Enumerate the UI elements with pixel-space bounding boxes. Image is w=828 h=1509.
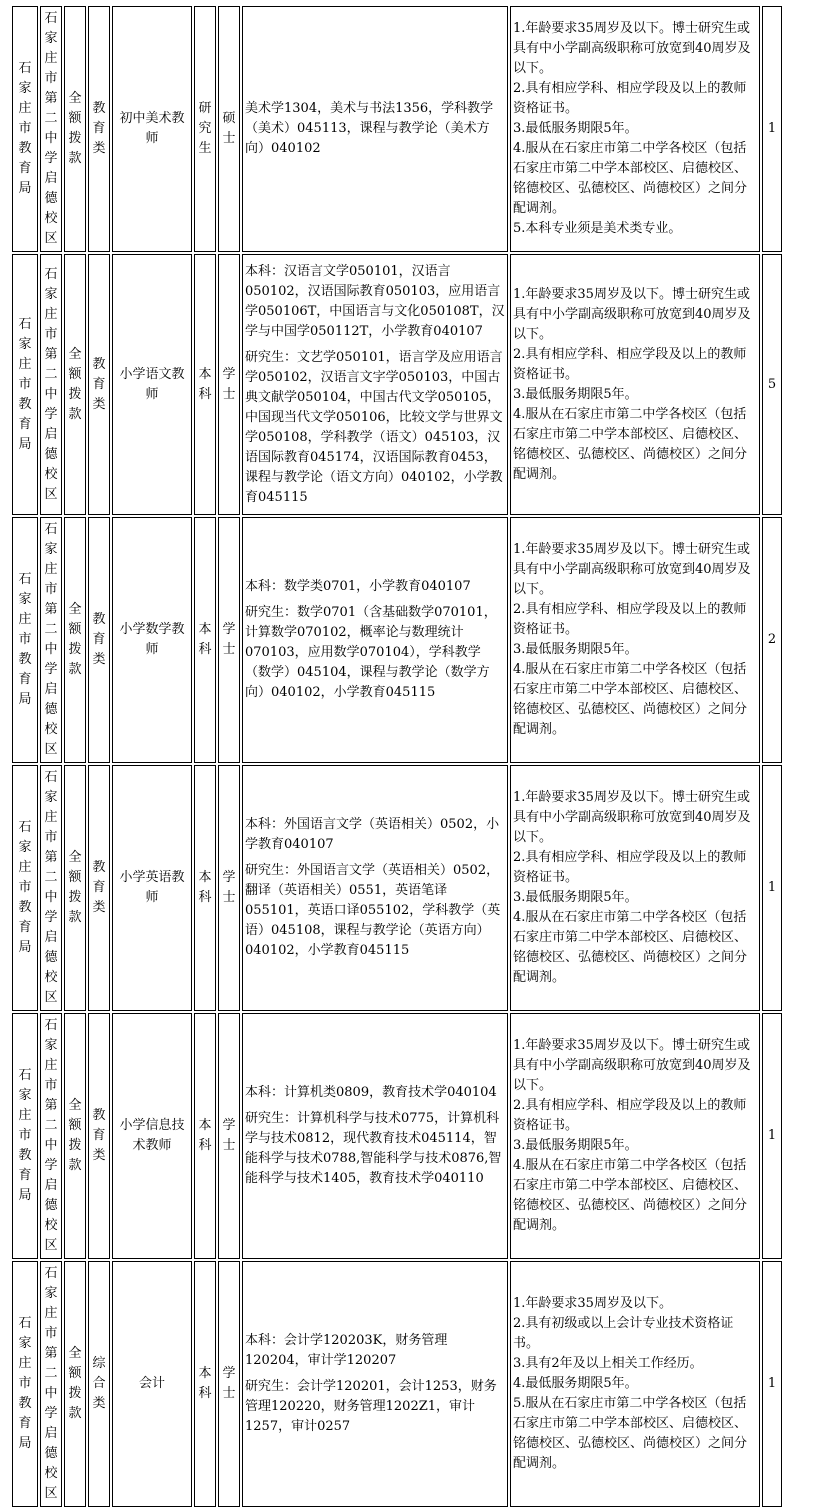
funding-cell: 全额拨款 [64,1013,86,1259]
conditions-cell [510,517,760,763]
post-cell: 小学英语教师 [112,765,192,1011]
degree-cell: 学士 [218,765,240,1011]
major-text: 研究生：外国语言文学（英语相关）0502，翻译（英语相关）0551，英语笔译055101，英语口译055102，学科教学（英语）045108，课程与教学论（英语方向）040102，小学教育045115 [245,863,501,958]
major-text: 研究生：文艺学050101，语言学及应用语言学050102，汉语言文字学050103，中国古典文献学050104，中国古代文学050105，中国现当代文学050106，比较文学与世界文学050108，学科教学（语文）045103，汉语国际教育045174，汉语国际教育0453，课程与教学论（语文方向）040102，小学教育045115 [245,349,503,505]
funding-cell: 全额拨款 [64,6,86,252]
education-cell: 本科 [194,254,216,515]
degree-cell: 硕士 [218,6,240,252]
major-text: 本科：汉语言文学050101，汉语言050102，汉语国际教育050103，应用语言学050106T，中国语言与文化050108T，汉学与中国学050112T，小学教育040107 [245,263,505,339]
conditions-cell [510,6,760,252]
major-text: 本科：数学类0701，小学教育040107 [245,579,471,594]
conditions-cell [510,1013,760,1259]
conditions-cell [510,1261,760,1507]
major-text: 本科：会计学120203K，财务管理120204，审计学120207 [245,1333,448,1368]
funding-cell: 全额拨款 [64,765,86,1011]
unit-cell: 石家庄市第二中学启德校区 [40,6,62,252]
table-row [12,517,782,763]
condition-item: 1.年龄要求35周岁及以下。 [513,1296,672,1311]
unit-cell: 石家庄市第二中学启德校区 [40,254,62,515]
major-cell [242,1261,508,1507]
major-cell [242,1013,508,1259]
degree-cell: 学士 [218,517,240,763]
category-cell: 教育类 [88,765,110,1011]
conditions-cell [510,765,760,1011]
education-cell: 本科 [194,1013,216,1259]
condition-item: 5.本科专业须是美术类专业。 [513,221,682,236]
education-cell: 研究生 [194,6,216,252]
funding-cell: 全额拨款 [64,517,86,763]
condition-item: 4.服从在石家庄市第二中学各校区（包括石家庄市第二中学本部校区、启德校区、铭德校区、弘德校区、尚德校区）之间分配调剂。 [513,662,748,737]
condition-item: 3.最低服务期限5年。 [513,1138,638,1153]
table-row [12,1261,782,1507]
education-cell: 本科 [194,1261,216,1507]
category-cell: 教育类 [88,6,110,252]
post-cell: 小学数学教师 [112,517,192,763]
conditions-cell [510,254,760,515]
category-cell: 综合类 [88,1261,110,1507]
major-cell [242,765,508,1011]
dept-cell: 石家庄市教育局 [12,517,38,763]
dept-cell: 石家庄市教育局 [12,254,38,515]
category-cell: 教育类 [88,517,110,763]
condition-item: 1.年龄要求35周岁及以下。博士研究生或具有中小学副高级职称可放宽到40周岁及以下。 [513,542,751,597]
condition-item: 2.具有相应学科、相应学段及以上的教师资格证书。 [513,1098,747,1133]
condition-item: 4.服从在石家庄市第二中学各校区（包括石家庄市第二中学本部校区、启德校区、铭德校区、弘德校区、尚德校区）之间分配调剂。 [513,1158,748,1233]
recruitment-table [10,4,784,1509]
dept-cell: 石家庄市教育局 [12,1261,38,1507]
degree-cell: 学士 [218,1013,240,1259]
post-cell: 会计 [112,1261,192,1507]
funding-cell: 全额拨款 [64,254,86,515]
category-cell: 教育类 [88,254,110,515]
dept-cell: 石家庄市教育局 [12,6,38,252]
table-row [12,6,782,252]
count-cell: 1 [762,1261,782,1507]
count-cell: 5 [762,254,782,515]
education-cell: 本科 [194,517,216,763]
condition-item: 3.最低服务期限5年。 [513,386,638,402]
count-cell: 2 [762,517,782,763]
condition-item: 1.年龄要求35周岁及以下。博士研究生或具有中小学副高级职称可放宽到40周岁及以下。 [513,790,751,845]
condition-item: 4.服从在石家庄市第二中学各校区（包括石家庄市第二中学本部校区、启德校区、铭德校区、弘德校区、尚德校区）之间分配调剂。 [513,141,748,216]
major-text: 美术学1304，美术与书法1356，学科教学（美术）045113，课程与教学论（美术方向）040102 [245,101,494,156]
condition-item: 2.具有相应学科、相应学段及以上的教师资格证书。 [513,81,747,116]
unit-cell: 石家庄市第二中学启德校区 [40,1261,62,1507]
count-cell: 1 [762,6,782,252]
condition-item: 2.具有相应学科、相应学段及以上的教师资格证书。 [513,346,747,382]
table-row [12,765,782,1011]
major-cell [242,254,508,515]
condition-item: 4.服从在石家庄市第二中学各校区（包括石家庄市第二中学本部校区、启德校区、铭德校区、弘德校区、尚德校区）之间分配调剂。 [513,406,748,482]
table-row [12,1013,782,1259]
degree-cell: 学士 [218,254,240,515]
major-cell [242,6,508,252]
unit-cell: 石家庄市第二中学启德校区 [40,1013,62,1259]
major-text: 本科：计算机类0809，教育技术学040104 [245,1085,497,1100]
category-cell: 教育类 [88,1013,110,1259]
unit-cell: 石家庄市第二中学启德校区 [40,765,62,1011]
condition-item: 1.年龄要求35周岁及以下。博士研究生或具有中小学副高级职称可放宽到40周岁及以下。 [513,286,751,342]
major-cell [242,517,508,763]
major-text: 研究生：数学0701（含基础数学070101，计算数学070102，概率论与数理统计070103，应用数学070104），学科教学（数学）045104，课程与教学论（数学方向）040102，小学教育045115 [245,605,497,700]
post-cell: 小学信息技术教师 [112,1013,192,1259]
degree-cell: 学士 [218,1261,240,1507]
condition-item: 3.具有2年及以上相关工作经历。 [513,1356,703,1371]
post-cell: 初中美术教师 [112,6,192,252]
condition-item: 2.具有初级或以上会计专业技术资格证书。 [513,1316,734,1351]
condition-item: 3.最低服务期限5年。 [513,890,638,905]
education-cell: 本科 [194,765,216,1011]
major-text: 本科：外国语言文学（英语相关）0502，小学教育040107 [245,817,500,852]
condition-item: 4.最低服务期限5年。 [513,1376,638,1391]
count-cell: 1 [762,1013,782,1259]
post-cell: 小学语文教师 [112,254,192,515]
count-cell: 1 [762,765,782,1011]
condition-item: 2.具有相应学科、相应学段及以上的教师资格证书。 [513,602,747,637]
condition-item: 3.最低服务期限5年。 [513,121,638,136]
unit-cell: 石家庄市第二中学启德校区 [40,517,62,763]
condition-item: 2.具有相应学科、相应学段及以上的教师资格证书。 [513,850,747,885]
condition-item: 5.服从在石家庄市第二中学各校区（包括石家庄市第二中学本部校区、启德校区、铭德校区、弘德校区、尚德校区）之间分配调剂。 [513,1396,748,1471]
condition-item: 1.年龄要求35周岁及以下。博士研究生或具有中小学副高级职称可放宽到40周岁及以下。 [513,21,751,76]
condition-item: 4.服从在石家庄市第二中学各校区（包括石家庄市第二中学本部校区、启德校区、铭德校区、弘德校区、尚德校区）之间分配调剂。 [513,910,748,985]
funding-cell: 全额拨款 [64,1261,86,1507]
dept-cell: 石家庄市教育局 [12,1013,38,1259]
condition-item: 1.年龄要求35周岁及以下。博士研究生或具有中小学副高级职称可放宽到40周岁及以下。 [513,1038,751,1093]
dept-cell: 石家庄市教育局 [12,765,38,1011]
table-row [12,254,782,515]
major-text: 研究生：会计学120201，会计1253，财务管理120220，财务管理1202Z1，审计1257，审计0257 [245,1379,497,1434]
major-text: 研究生：计算机科学与技术0775，计算机科学与技术0812，现代教育技术045114，智能科学与技术0788,智能科学与技术0876,智能科学与技术1405，教育技术学040110 [245,1111,502,1186]
condition-item: 3.最低服务期限5年。 [513,642,638,657]
